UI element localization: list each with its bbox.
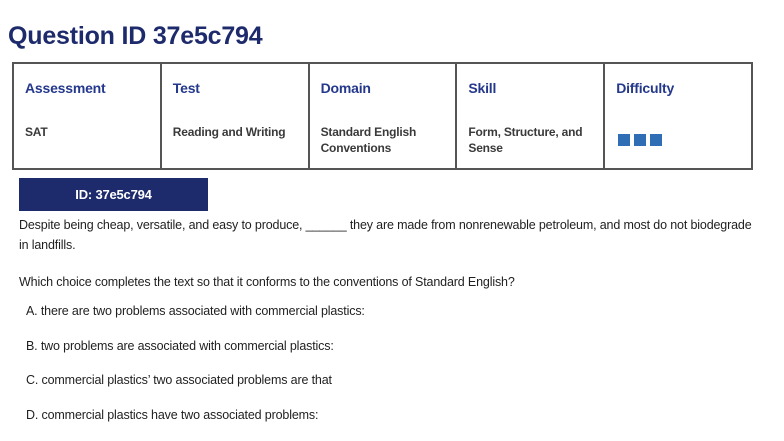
assessment-value: SAT: [25, 125, 48, 139]
domain-value: Standard English Conventions: [320, 125, 417, 155]
test-value: Reading and Writing: [172, 125, 286, 139]
choice-b[interactable]: B. two problems are associated with commercial plastics:: [26, 339, 334, 353]
choice-c[interactable]: C. commercial plastics’ two associated problems are that: [26, 373, 332, 387]
assessment-cell: [14, 64, 162, 168]
choice-a[interactable]: A. there are two problems associated with commercial plastics:: [26, 304, 365, 318]
skill-value: Form, Structure, and Sense: [468, 125, 583, 155]
question-id-banner: ID: 37e5c794: [19, 178, 208, 211]
skill-cell: [457, 64, 605, 168]
difficulty-indicator: [618, 134, 662, 146]
passage-text: Despite being cheap, versatile, and easy to produce, ______ they are made from nonrenewable petroleum, and most do not biodegrade in landfills.: [19, 218, 752, 252]
assessment-header: Assessment: [25, 80, 106, 96]
test-header: Test: [172, 80, 200, 96]
difficulty-header: Difficulty: [616, 80, 675, 96]
question-stem: Which choice completes the text so that it conforms to the conventions of Standard English?: [19, 275, 515, 289]
domain-cell: [310, 64, 458, 168]
choice-d[interactable]: D. commercial plastics have two associated problems:: [26, 408, 319, 422]
difficulty-square: [618, 134, 630, 146]
difficulty-cell: [605, 64, 751, 168]
question-metadata-table: [12, 62, 753, 170]
page-title: Question ID 37e5c794: [8, 22, 263, 50]
test-cell: [162, 64, 310, 168]
difficulty-square: [650, 134, 662, 146]
difficulty-square: [634, 134, 646, 146]
domain-header: Domain: [320, 80, 371, 96]
skill-header: Skill: [468, 80, 497, 96]
